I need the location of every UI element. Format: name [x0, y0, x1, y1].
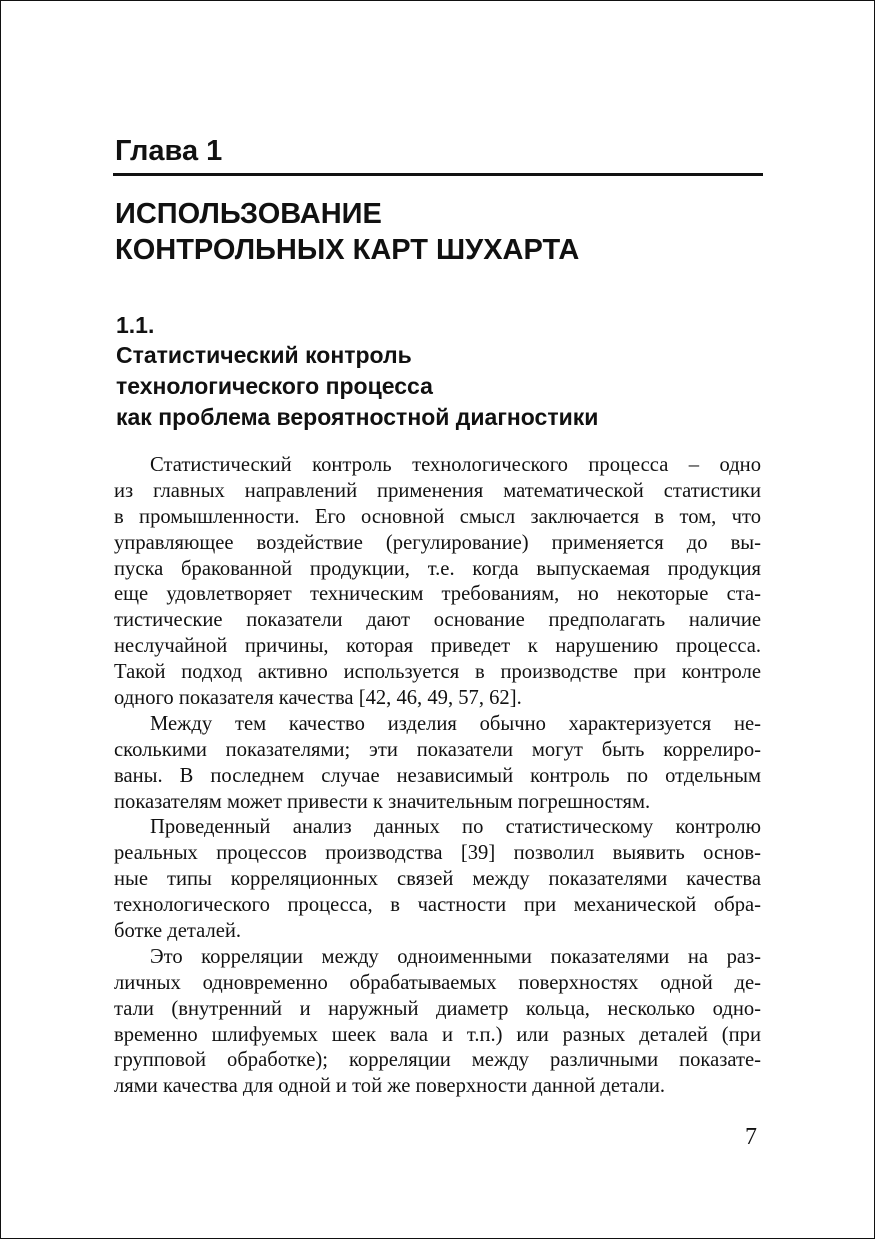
- body-text: [114, 453, 761, 1100]
- text-line: Проведенный анализ данных по статистическому контролю: [150, 816, 761, 839]
- chapter-title-line: КОНТРОЛЬНЫХ КАРТ ШУХАРТА: [115, 234, 580, 266]
- text-line: технологического процесса, в частности при механической обра-: [114, 894, 761, 917]
- text-line: управляющее воздействие (регулирование) применяется до вы-: [114, 531, 761, 554]
- text-line: лями качества для одной и той же поверхности данной детали.: [114, 1075, 666, 1098]
- text-line: временно шлифуемых шеек вала и т.п.) или разных деталей (при: [114, 1023, 761, 1046]
- text-line: неслучайной причины, которая приведет к нарушению процесса.: [114, 635, 761, 658]
- section-title-line: Статистический контроль: [116, 342, 412, 368]
- paragraph: [114, 945, 761, 1100]
- text-line: ваны. В последнем случае независимый контроль по отдельным: [114, 764, 761, 787]
- section-title: [116, 340, 598, 433]
- text-line: Между тем качество изделия обычно характеризуется не-: [150, 712, 761, 735]
- paragraph: [114, 815, 761, 944]
- text-line: Это корреляции между одноименными показателями на раз-: [150, 945, 761, 968]
- chapter-label: Глава 1: [115, 135, 223, 167]
- chapter-rule: [113, 173, 763, 176]
- text-line: реальных процессов производства [39] позволил выявить основ-: [114, 842, 761, 865]
- section-title-line: технологического процесса: [116, 373, 433, 399]
- text-line: показателям может привести к значительным погрешностям.: [114, 790, 651, 813]
- text-line: из главных направлений применения математической статистики: [114, 479, 761, 502]
- text-line: Такой подход активно используется в производстве при контроле: [114, 661, 761, 684]
- chapter-title: [115, 196, 579, 268]
- page-number: 7: [745, 1124, 757, 1150]
- text-line: тистические показатели дают основание предполагать наличие: [114, 609, 761, 632]
- text-line: пуска бракованной продукции, т.е. когда выпускаемая продукция: [114, 557, 761, 580]
- section-number: 1.1.: [116, 312, 155, 338]
- text-line: еще удовлетворяет техническим требованиям, но некоторые ста-: [114, 583, 761, 606]
- chapter-title-line: ИСПОЛЬЗОВАНИЕ: [115, 198, 382, 230]
- section-title-line: как проблема вероятностной диагностики: [116, 404, 599, 430]
- paragraph: [114, 453, 761, 712]
- text-line: сколькими показателями; эти показатели могут быть коррелиро-: [114, 738, 761, 761]
- text-line: групповой обработке); корреляции между различными показате-: [114, 1049, 761, 1072]
- text-line: тали (внутренний и наружный диаметр кольца, несколько одно-: [114, 997, 761, 1020]
- text-line: личных одновременно обрабатываемых поверхностях одной де-: [114, 971, 761, 994]
- text-line: Статистический контроль технологического процесса – одно: [150, 454, 761, 476]
- text-line: одного показателя качества [42, 46, 49, 57, 62].: [114, 687, 522, 710]
- paragraph: [114, 712, 761, 816]
- text-line: в промышленности. Его основной смысл заключается в том, что: [114, 505, 761, 528]
- text-line: ные типы корреляционных связей между показателями качества: [114, 868, 761, 891]
- text-line: ботке деталей.: [114, 920, 242, 943]
